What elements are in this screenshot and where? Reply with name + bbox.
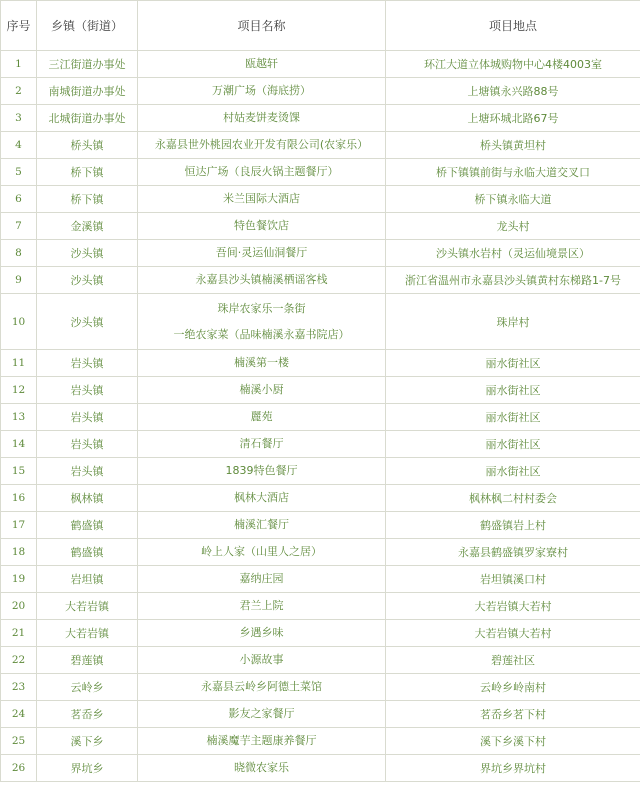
cell-index: 23 (1, 674, 37, 701)
cell-project-name (138, 566, 386, 593)
project-name-line: 珠岸农家乐一条街 (217, 301, 306, 315)
cell-project-location: 上塘镇永兴路88号 (386, 78, 640, 105)
cell-project-location: 丽水街社区 (386, 431, 640, 458)
project-name-line: 吾间·灵运仙洞餐厅 (215, 246, 308, 259)
table-row (1, 647, 640, 674)
cell-project-name (138, 485, 386, 512)
table-row (1, 431, 640, 458)
cell-project-name (138, 105, 386, 132)
cell-township: 茗岙乡 (37, 701, 138, 728)
cell-township: 界坑乡 (37, 755, 138, 782)
cell-project-name (138, 458, 386, 485)
cell-project-location: 云岭乡岭南村 (386, 674, 640, 701)
table-row (1, 186, 640, 213)
cell-project-location: 溪下乡溪下村 (386, 728, 640, 755)
project-name-line: 1839特色餐厅 (225, 464, 298, 477)
cell-project-name (138, 512, 386, 539)
cell-project-name (138, 186, 386, 213)
cell-project-name (138, 701, 386, 728)
project-name-line: 岭上人家（山里人之居） (201, 545, 322, 558)
table-row (1, 728, 640, 755)
cell-project-location: 珠岸村 (386, 294, 640, 350)
cell-project-name (138, 294, 386, 350)
cell-township: 桥下镇 (37, 186, 138, 213)
cell-project-name (138, 350, 386, 377)
cell-project-location: 鹤盛镇岩上村 (386, 512, 640, 539)
cell-index: 20 (1, 593, 37, 620)
table-body (1, 51, 640, 782)
table-row (1, 213, 640, 240)
cell-project-name (138, 728, 386, 755)
cell-township: 鹤盛镇 (37, 539, 138, 566)
table-row (1, 755, 640, 782)
cell-project-location: 永嘉县鹤盛镇罗家寮村 (386, 539, 640, 566)
cell-township: 大若岩镇 (37, 620, 138, 647)
project-name-line: 米兰国际大酒店 (223, 192, 300, 205)
project-name-line: 清石餐厅 (239, 437, 284, 450)
cell-project-name (138, 539, 386, 566)
cell-project-name (138, 404, 386, 431)
cell-township: 岩头镇 (37, 404, 138, 431)
table-row (1, 105, 640, 132)
cell-index: 2 (1, 78, 37, 105)
cell-township: 北城街道办事处 (37, 105, 138, 132)
cell-index: 11 (1, 350, 37, 377)
cell-township: 沙头镇 (37, 294, 138, 350)
cell-township: 大若岩镇 (37, 593, 138, 620)
cell-township: 碧莲镇 (37, 647, 138, 674)
cell-index: 21 (1, 620, 37, 647)
cell-township: 鹤盛镇 (37, 512, 138, 539)
cell-project-location: 枫林枫二村村委会 (386, 485, 640, 512)
cell-township: 金溪镇 (37, 213, 138, 240)
cell-township: 枫林镇 (37, 485, 138, 512)
table-row (1, 620, 640, 647)
cell-township: 桥头镇 (37, 132, 138, 159)
cell-index: 26 (1, 755, 37, 782)
cell-project-name (138, 431, 386, 458)
cell-index: 4 (1, 132, 37, 159)
cell-project-location: 环江大道立体城购物中心4楼4003室 (386, 51, 640, 78)
cell-project-location: 丽水街社区 (386, 377, 640, 404)
cell-project-location: 碧莲社区 (386, 647, 640, 674)
table-row (1, 539, 640, 566)
cell-project-location: 大若岩镇大若村 (386, 593, 640, 620)
project-name-line: 楠溪魔芋主题康养餐厅 (206, 734, 317, 747)
project-name-line: 恒达广场（良辰火锅主题餐厅） (184, 165, 339, 178)
project-name-line: 嘉纳庄园 (239, 572, 284, 585)
project-name-line: 乡遇乡味 (239, 626, 284, 639)
cell-project-name (138, 674, 386, 701)
table-row (1, 78, 640, 105)
cell-index: 9 (1, 267, 37, 294)
table-row (1, 485, 640, 512)
cell-project-location: 桥下镇永临大道 (386, 186, 640, 213)
cell-township: 三江街道办事处 (37, 51, 138, 78)
cell-township: 云岭乡 (37, 674, 138, 701)
cell-index: 15 (1, 458, 37, 485)
cell-project-name (138, 132, 386, 159)
cell-township: 溪下乡 (37, 728, 138, 755)
cell-index: 25 (1, 728, 37, 755)
table-row (1, 294, 640, 350)
cell-project-location: 沙头镇水岩村（灵运仙境景区） (386, 240, 640, 267)
cell-project-name (138, 377, 386, 404)
project-name-line: 影友之家餐厅 (228, 707, 295, 720)
table-row (1, 566, 640, 593)
table-row (1, 458, 640, 485)
header-project-location: 项目地点 (386, 1, 640, 51)
project-name-line: 晓微农家乐 (234, 761, 289, 774)
header-township: 乡镇（街道） (37, 1, 138, 51)
cell-index: 17 (1, 512, 37, 539)
table-row (1, 674, 640, 701)
cell-project-location: 龙头村 (386, 213, 640, 240)
table-row (1, 51, 640, 78)
cell-township: 沙头镇 (37, 240, 138, 267)
project-name-line: 特色餐饮店 (234, 219, 289, 232)
table-row (1, 350, 640, 377)
project-name-line: 楠溪第一楼 (234, 356, 289, 369)
cell-project-location: 大若岩镇大若村 (386, 620, 640, 647)
header-project-name: 项目名称 (138, 1, 386, 51)
table-row (1, 701, 640, 728)
cell-township: 南城街道办事处 (37, 78, 138, 105)
table-row (1, 159, 640, 186)
project-name-line: 瓯越轩 (245, 57, 278, 70)
cell-project-location: 岩坦镇溪口村 (386, 566, 640, 593)
cell-township: 桥下镇 (37, 159, 138, 186)
cell-index: 18 (1, 539, 37, 566)
project-name-line: 万潮广场（海底捞） (212, 84, 311, 97)
cell-project-name (138, 647, 386, 674)
cell-project-location: 丽水街社区 (386, 350, 640, 377)
cell-index: 8 (1, 240, 37, 267)
cell-project-location: 桥头镇黄坦村 (386, 132, 640, 159)
cell-index: 5 (1, 159, 37, 186)
cell-project-name (138, 159, 386, 186)
cell-index: 7 (1, 213, 37, 240)
cell-project-name (138, 593, 386, 620)
table-row (1, 593, 640, 620)
cell-township: 沙头镇 (37, 267, 138, 294)
cell-township: 岩头镇 (37, 377, 138, 404)
project-name-line: 麗苑 (250, 410, 273, 423)
cell-project-location: 丽水街社区 (386, 404, 640, 431)
cell-project-name (138, 267, 386, 294)
cell-index: 22 (1, 647, 37, 674)
project-name-line: 楠溪汇餐厅 (234, 518, 289, 531)
project-name-line: 一绝农家菜（品味楠溪永嘉书院店） (173, 327, 350, 341)
cell-project-location: 丽水街社区 (386, 458, 640, 485)
cell-project-name (138, 755, 386, 782)
table-row (1, 267, 640, 294)
project-name-line: 枫林大酒店 (234, 491, 289, 504)
cell-project-name (138, 51, 386, 78)
cell-project-location: 上塘环城北路67号 (386, 105, 640, 132)
cell-project-location: 浙江省温州市永嘉县沙头镇黄村东梯路1-7号 (386, 267, 640, 294)
cell-township: 岩坦镇 (37, 566, 138, 593)
project-name-line: 永嘉县沙头镇楠溪栖谣客栈 (195, 273, 328, 286)
cell-index: 6 (1, 186, 37, 213)
table-row (1, 377, 640, 404)
cell-project-location: 桥下镇镇前街与永临大道交叉口 (386, 159, 640, 186)
cell-index: 13 (1, 404, 37, 431)
project-name-line: 村姑麦饼麦烫馃 (223, 111, 300, 124)
cell-township: 岩头镇 (37, 350, 138, 377)
cell-project-name (138, 213, 386, 240)
cell-project-location: 界坑乡界坑村 (386, 755, 640, 782)
cell-township: 岩头镇 (37, 458, 138, 485)
table-row (1, 404, 640, 431)
project-name-line: 永嘉县世外桃园农业开发有限公司(农家乐） (154, 138, 369, 151)
header-index: 序号 (1, 1, 37, 51)
cell-township: 岩头镇 (37, 431, 138, 458)
cell-index: 24 (1, 701, 37, 728)
project-name-line: 小源故事 (239, 653, 284, 666)
cell-index: 12 (1, 377, 37, 404)
table-row (1, 132, 640, 159)
project-name-line: 楠溪小厨 (239, 383, 284, 396)
cell-index: 1 (1, 51, 37, 78)
project-name-line: 永嘉县云岭乡阿德土菜馆 (201, 680, 322, 693)
cell-project-location: 茗岙乡茗下村 (386, 701, 640, 728)
table-header-row (1, 1, 640, 51)
cell-index: 19 (1, 566, 37, 593)
cell-project-name (138, 240, 386, 267)
cell-index: 3 (1, 105, 37, 132)
cell-index: 16 (1, 485, 37, 512)
cell-project-name (138, 620, 386, 647)
table-row (1, 512, 640, 539)
cell-index: 10 (1, 294, 37, 350)
cell-index: 14 (1, 431, 37, 458)
cell-project-name (138, 78, 386, 105)
project-name-line: 君兰上院 (239, 599, 284, 612)
table-row (1, 240, 640, 267)
